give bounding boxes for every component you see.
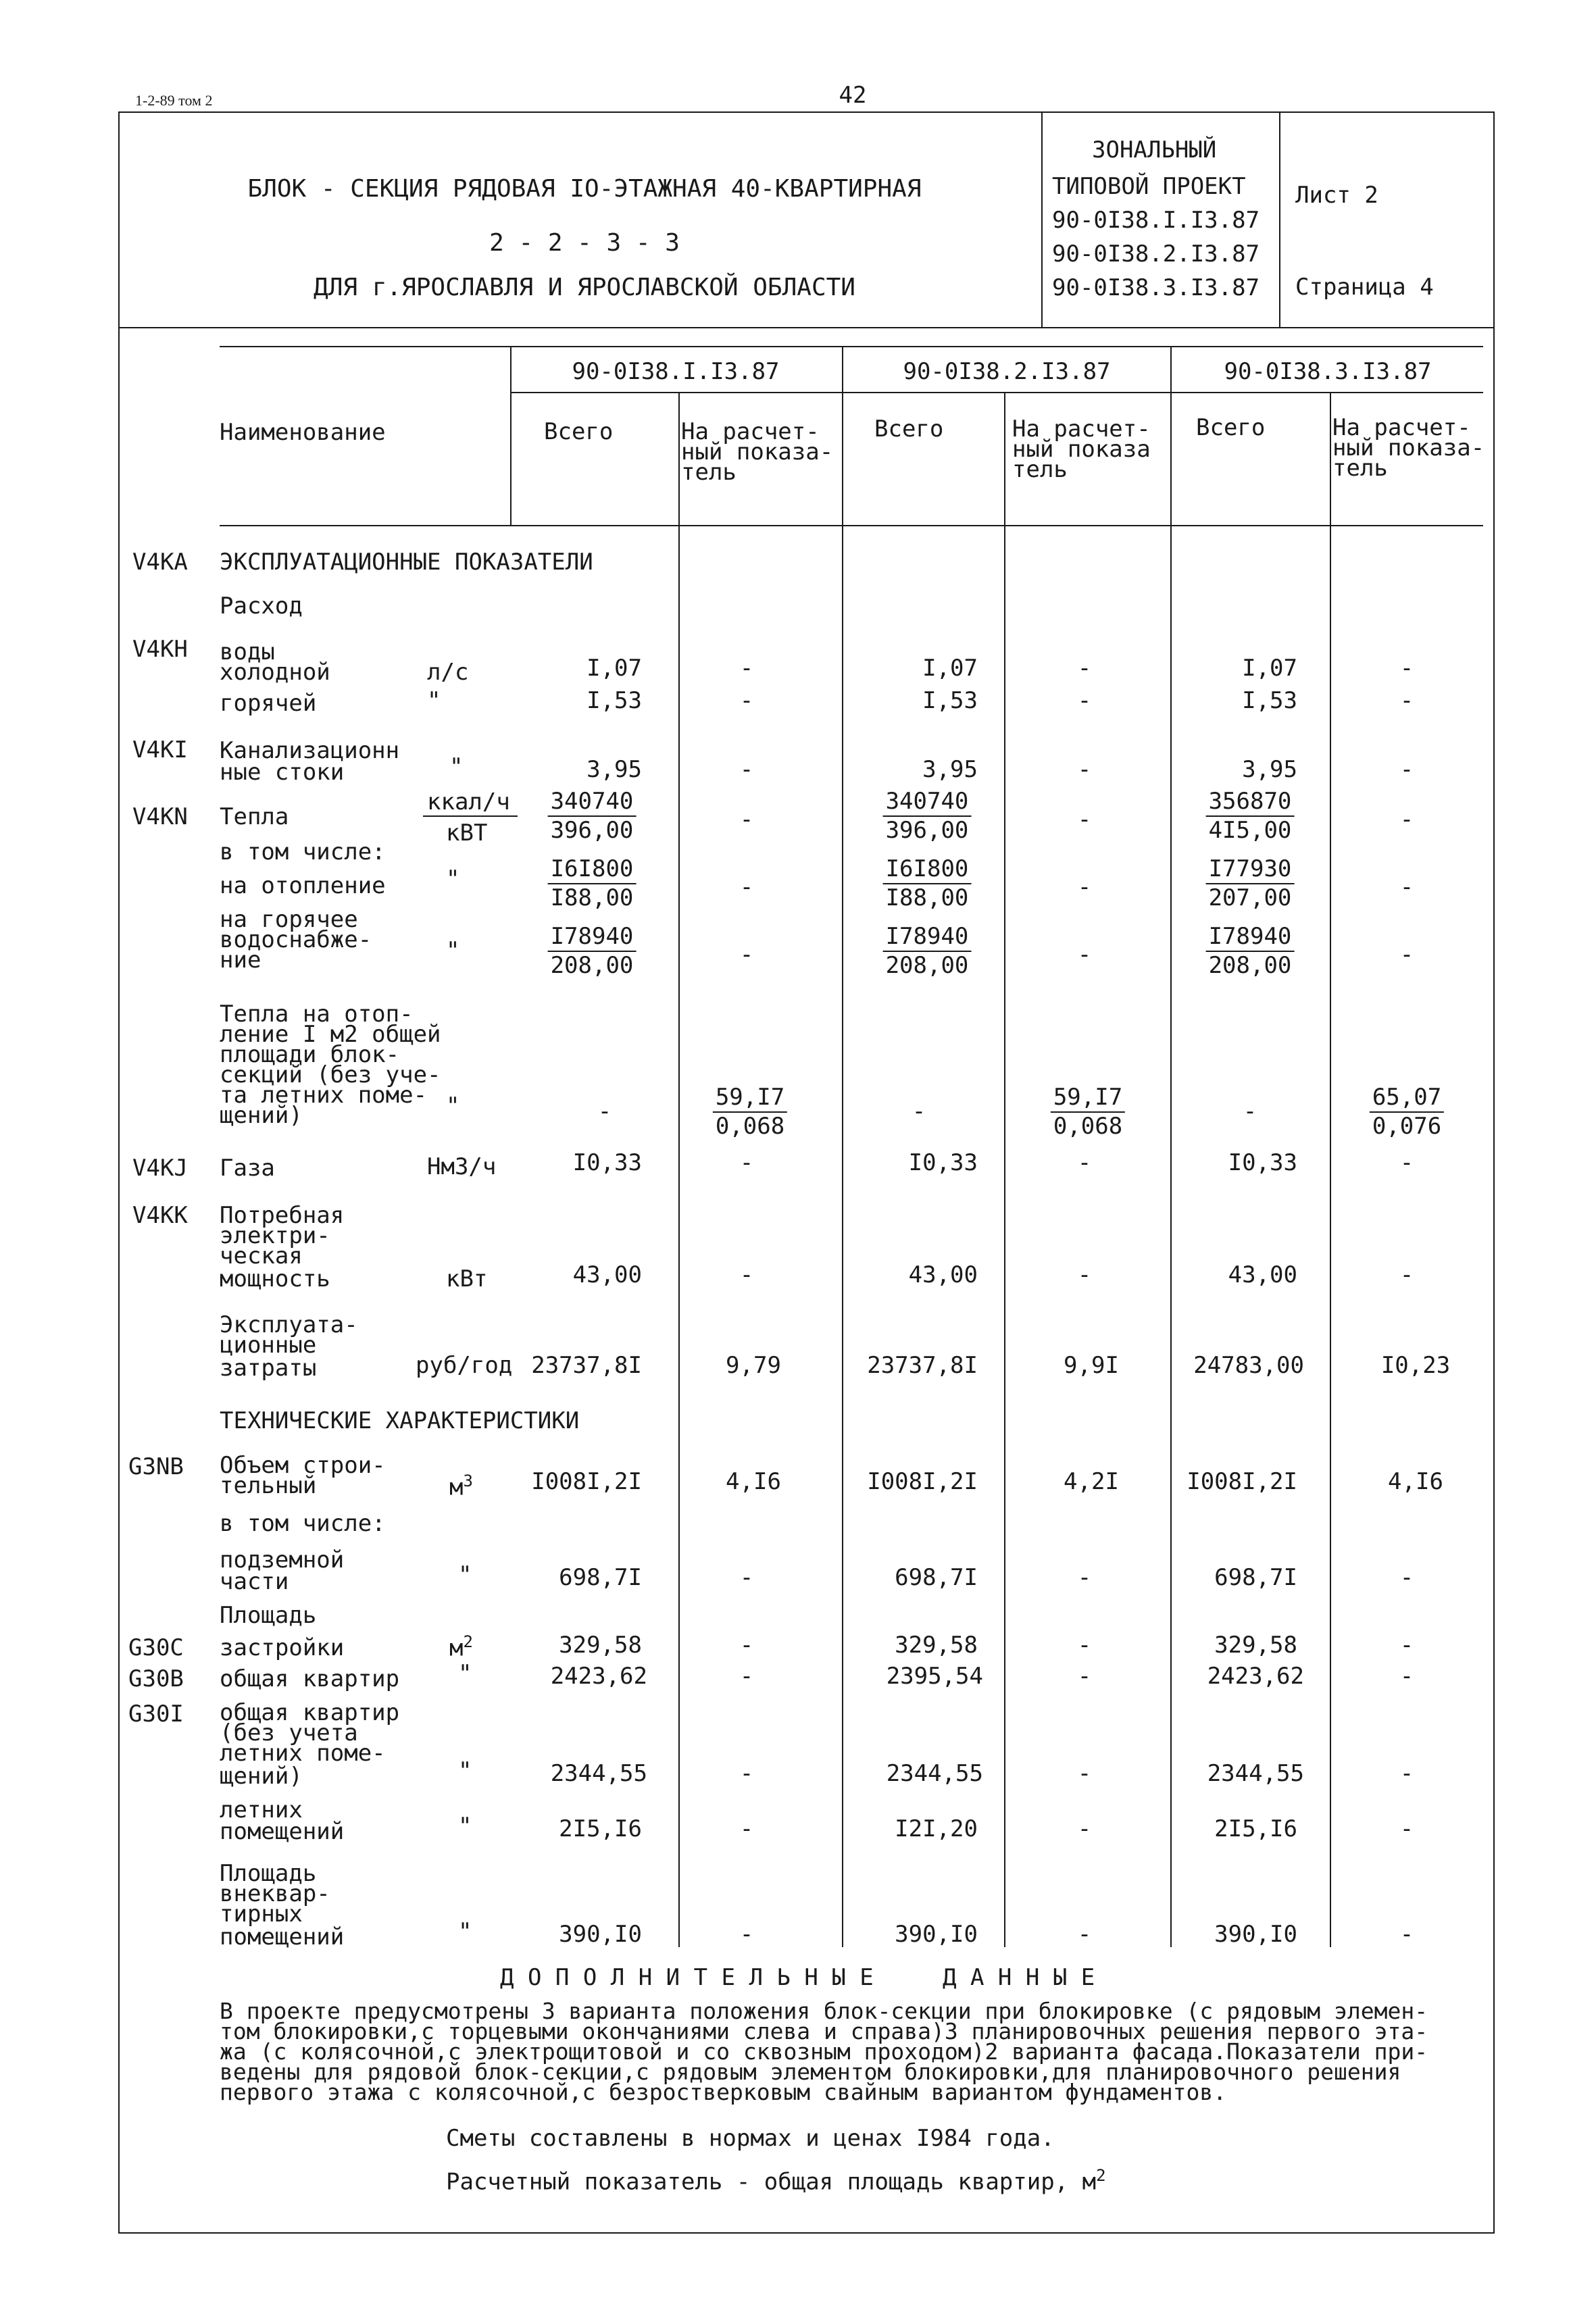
additional-title: Д О П О Л Н И Т Е Л Ь Н Ы Е Д А Н Н Ы Е [500, 1964, 1095, 1991]
extra-area-all-2: 390,I0 [895, 1921, 978, 1948]
no-summer-calc-2: - [1077, 1760, 1092, 1787]
total-area-all-1: 2423,62 [550, 1663, 647, 1690]
underground-label-2: части [220, 1568, 289, 1595]
volume-unit [449, 1473, 473, 1499]
cost-label-3: затраты [220, 1355, 317, 1382]
heat-unit-kcal: ккал/ч [427, 788, 510, 815]
code-v4kj: V4KJ [132, 1155, 188, 1182]
total-area-calc-1: - [739, 1663, 754, 1690]
cost-all-3: 24783,00 [1193, 1352, 1304, 1379]
gas-all-3: I0,33 [1228, 1149, 1297, 1176]
water-label-2: холодной [220, 659, 330, 686]
code-v4kh: V4KH [132, 636, 188, 663]
heat-num-1: 340740 [548, 788, 637, 817]
gas-unit: Нм3/ч [427, 1153, 497, 1180]
summer-unit: " [458, 1813, 472, 1840]
cost-all-2: 23737,8I [867, 1352, 978, 1379]
cold-all-3: I,07 [1242, 655, 1297, 682]
underground-unit: " [458, 1561, 472, 1588]
no-summer-all-2: 2344,55 [886, 1760, 983, 1787]
no-summer-all-3: 2344,55 [1207, 1760, 1304, 1787]
hotwater-label-2: водоснабже- [220, 926, 372, 953]
code-v4ka: V4KA [132, 549, 188, 576]
col-calc-3-l2: ный показа- [1332, 434, 1485, 461]
sewage-label-1: Канализационн [220, 737, 400, 764]
title-block-bottom [118, 327, 1495, 328]
hotwater-unit: " [446, 937, 460, 964]
extra-area-calc-2: - [1077, 1921, 1092, 1948]
frame-bottom [118, 2232, 1495, 2234]
doc-reference: 1-2-89 том 2 [135, 92, 213, 109]
built-area-all-2: 329,58 [895, 1632, 978, 1659]
cost-all-1: 23737,8I [531, 1352, 642, 1379]
power-label-4: мощность [220, 1265, 330, 1292]
hotwater-den-1: 208,00 [550, 952, 634, 980]
hotwater-calc-3: - [1399, 941, 1414, 968]
col-group-3: 90-0I38.3.I3.87 [1224, 358, 1432, 385]
cold-calc-2: - [1077, 655, 1092, 682]
col-calc-1-l3: тель [681, 459, 737, 486]
hotwater-frac-1 [548, 923, 637, 980]
hotwater-frac-2 [883, 923, 972, 980]
heat-frac-2 [883, 788, 972, 845]
sewage-all-2: 3,95 [922, 756, 978, 783]
heat-m2-frac-2 [1051, 1084, 1125, 1141]
volume-including-label: в том числе: [220, 1510, 386, 1537]
sheet-page: Страница 4 [1295, 274, 1434, 301]
summer-calc-1: - [739, 1815, 754, 1842]
hot-label: горячей [220, 690, 317, 717]
total-area-calc-3: - [1399, 1663, 1414, 1690]
volume-label-2: тельный [220, 1472, 317, 1499]
heat-m2-label-6: щений) [220, 1102, 303, 1129]
hotwater-label-1: на горячее [220, 906, 358, 933]
volume-calc-1: 4,I6 [726, 1468, 781, 1495]
heat-num-2: 340740 [883, 788, 972, 817]
hot-all-3: I,53 [1242, 687, 1297, 714]
heat-m2-label-3: площади блок- [220, 1041, 400, 1068]
heating-num-3: I77930 [1206, 855, 1295, 884]
section-technical-title: ТЕХНИЧЕСКИЕ ХАРАКТЕРИСТИКИ [220, 1407, 580, 1434]
hotwater-den-3: 208,00 [1208, 952, 1292, 980]
heat-m2-frac-1 [713, 1084, 787, 1141]
built-area-calc-1: - [739, 1632, 754, 1659]
volume-all-1: I008I,2I [531, 1468, 642, 1495]
power-calc-2: - [1077, 1261, 1092, 1288]
heat-m2-num-2: 59,I7 [1051, 1084, 1125, 1113]
summer-all-2: I2I,20 [895, 1815, 978, 1842]
additional-line-1: В проекте предусмотрены 3 варианта положения блок-секции при блокировке (с рядовым элемен- [220, 1998, 1428, 2024]
frame-right [1493, 111, 1495, 2234]
underground-calc-1: - [739, 1564, 754, 1591]
expense-label: Расход [220, 593, 303, 620]
power-all-1: 43,00 [572, 1261, 642, 1288]
frame-left [118, 111, 120, 2234]
power-unit: кВт [446, 1265, 488, 1292]
col-group-2: 90-0I38.2.I3.87 [903, 358, 1111, 385]
code-g30i: G30I [128, 1701, 184, 1728]
built-area-label: застройки [220, 1634, 345, 1661]
power-calc-1: - [739, 1261, 754, 1288]
calc-indicator-text: Расчетный показатель - общая площадь квартир, м [446, 2168, 1097, 2196]
col-calc-1-l2: ный показа- [681, 438, 834, 466]
underground-calc-2: - [1077, 1564, 1092, 1591]
extra-area-all-3: 390,I0 [1214, 1921, 1297, 1948]
calc-indicator-note [446, 2166, 1106, 2196]
code-v4ki: V4KI [132, 736, 188, 763]
heat-calc-2: - [1077, 806, 1092, 833]
code-v4kn: V4KN [132, 803, 188, 830]
col-calc-2-l2: ный показа [1012, 436, 1151, 463]
project-line-2: ТИПОВОЙ ПРОЕКТ [1052, 173, 1246, 200]
heat-den-2: 396,00 [885, 817, 969, 845]
sewage-calc-1: - [739, 756, 754, 783]
no-summer-unit: " [458, 1757, 472, 1784]
sewage-unit: " [449, 753, 464, 780]
project-code-2: 90-0I38.2.I3.87 [1052, 241, 1260, 268]
title-line-2: 2 - 2 - 3 - 3 [489, 229, 680, 257]
cost-calc-2: 9,9I [1064, 1352, 1119, 1379]
cold-all-1: I,07 [587, 655, 642, 682]
hot-calc-2: - [1077, 687, 1092, 714]
col-divider-1 [510, 346, 512, 525]
heat-m2-den-3: 0,076 [1372, 1113, 1442, 1140]
project-code-3: 90-0I38.3.I3.87 [1052, 274, 1260, 301]
table-group-line [510, 392, 1483, 393]
col-divider-5 [1170, 346, 1172, 1947]
heat-m2-den-1: 0,068 [715, 1113, 785, 1140]
water-unit: л/с [427, 659, 469, 686]
built-area-unit-exp: 2 [463, 1632, 473, 1651]
heat-den-3: 4I5,00 [1208, 817, 1292, 845]
underground-all-1: 698,7I [559, 1564, 642, 1591]
calc-indicator-exp: 2 [1096, 2166, 1106, 2185]
hot-calc-3: - [1399, 687, 1414, 714]
heat-frac-3 [1206, 788, 1295, 845]
heat-m2-all-2: - [912, 1098, 926, 1125]
col-all-1: Всего [544, 418, 614, 445]
power-all-3: 43,00 [1228, 1261, 1297, 1288]
volume-all-2: I008I,2I [867, 1468, 978, 1495]
extra-area-unit: " [458, 1918, 472, 1945]
no-summer-calc-1: - [739, 1760, 754, 1787]
no-summer-label-4: щений) [220, 1763, 303, 1790]
hot-calc-1: - [739, 687, 754, 714]
extra-area-calc-3: - [1399, 1921, 1414, 1948]
extra-area-label-3: тирных [220, 1901, 303, 1928]
hotwater-label-3: ние [220, 947, 261, 974]
additional-line-2: том блокировки,с торцевыми окончаниями слева и справа)3 планировочных решения первого эта- [220, 2018, 1428, 2044]
additional-line-4: ведены для рядовой блок-секции,с рядовым элементом блокировки,для планировочного решения [220, 2059, 1401, 2085]
hotwater-den-2: 208,00 [885, 952, 969, 980]
volume-all-3: I008I,2I [1187, 1468, 1297, 1495]
section-operational-title: ЭКСПЛУАТАЦИОННЫЕ ПОКАЗАТЕЛИ [220, 549, 593, 576]
additional-line-3: жа (с колясочной,с электрощитовой и со сквозным проходом)2 варианта фасада.Показатели при- [220, 2038, 1428, 2065]
heating-label: на отопление [220, 872, 386, 899]
heat-m2-label-5: та летних поме- [220, 1082, 428, 1109]
hotwater-calc-1: - [739, 941, 754, 968]
cost-calc-1: 9,79 [726, 1352, 781, 1379]
built-area-all-1: 329,58 [559, 1632, 642, 1659]
heating-den-1: I88,00 [550, 884, 634, 912]
heat-num-3: 356870 [1206, 788, 1295, 817]
heating-frac-2 [883, 855, 972, 913]
area-label: Площадь [220, 1602, 317, 1629]
heat-m2-num-3: 65,07 [1370, 1084, 1444, 1113]
total-area-calc-2: - [1077, 1663, 1092, 1690]
additional-line-5: первого этажа с колясочной,с безростверковым свайным вариантом фундаментов. [220, 2079, 1227, 2105]
heat-m2-unit: " [446, 1092, 460, 1120]
code-g30b: G30B [128, 1665, 184, 1692]
heat-m2-label-2: ление I м2 общей [220, 1021, 441, 1048]
including-label: в том числе: [220, 838, 386, 865]
project-code-1: 90-0I38.I.I3.87 [1052, 207, 1260, 234]
cold-calc-1: - [739, 655, 754, 682]
code-g3nb: G3NB [128, 1453, 184, 1480]
no-summer-calc-3: - [1399, 1760, 1414, 1787]
page-number: 42 [839, 82, 867, 109]
table-header-bottom [220, 525, 1483, 526]
summer-all-3: 2I5,I6 [1214, 1815, 1297, 1842]
no-summer-label-3: летних поме- [220, 1740, 386, 1767]
code-v4kk: V4KK [132, 1202, 188, 1229]
heat-calc-3: - [1399, 806, 1414, 833]
heat-m2-label-1: Тепла на отоп- [220, 1001, 414, 1028]
summer-calc-3: - [1399, 1815, 1414, 1842]
code-g30c: G30C [128, 1634, 184, 1661]
sheet-label: Лист 2 [1295, 182, 1378, 209]
volume-calc-2: 4,2I [1064, 1468, 1119, 1495]
extra-area-calc-1: - [739, 1921, 754, 1948]
heating-den-2: I88,00 [885, 884, 969, 912]
sewage-all-1: 3,95 [587, 756, 642, 783]
hot-all-2: I,53 [922, 687, 978, 714]
total-area-all-2: 2395,54 [886, 1663, 983, 1690]
cost-label-2: ционные [220, 1332, 317, 1359]
hotwater-num-1: I78940 [548, 923, 637, 952]
heat-m2-num-1: 59,I7 [713, 1084, 787, 1113]
extra-area-label-2: внеквар- [220, 1880, 330, 1907]
power-all-2: 43,00 [908, 1261, 978, 1288]
heating-den-3: 207,00 [1208, 884, 1292, 912]
project-line-1: ЗОНАЛЬНЫЙ [1092, 136, 1217, 164]
heating-calc-2: - [1077, 874, 1092, 901]
gas-calc-2: - [1077, 1149, 1092, 1176]
extra-area-label-4: помещений [220, 1923, 345, 1951]
gas-all-1: I0,33 [572, 1149, 642, 1176]
heat-den-1: 396,00 [550, 817, 634, 845]
title-block-divider-1 [1041, 111, 1043, 328]
underground-all-2: 698,7I [895, 1564, 978, 1591]
hotwater-calc-2: - [1077, 941, 1092, 968]
title-block-divider-2 [1279, 111, 1280, 328]
built-area-calc-2: - [1077, 1632, 1092, 1659]
heating-num-2: I6I800 [883, 855, 972, 884]
heating-unit: " [446, 865, 460, 892]
power-label-3: ческая [220, 1242, 303, 1269]
volume-label-1: Объем строи- [220, 1452, 386, 1479]
no-summer-label-1: общая квартир [220, 1699, 400, 1726]
col-header-name: Наименование [220, 419, 386, 446]
table-header-top [220, 346, 1483, 347]
gas-calc-1: - [739, 1149, 754, 1176]
heat-m2-label-4: секций (без уче- [220, 1061, 441, 1088]
col-calc-2-l3: тель [1012, 456, 1068, 483]
col-calc-2-l1: На расчет- [1012, 416, 1151, 443]
total-area-unit: " [458, 1660, 472, 1687]
power-label-2: электри- [220, 1222, 330, 1249]
gas-all-2: I0,33 [908, 1149, 978, 1176]
heat-m2-den-2: 0,068 [1053, 1113, 1123, 1140]
sewage-label-2: ные стоки [220, 759, 345, 786]
cost-calc-3: I0,23 [1380, 1352, 1451, 1379]
col-all-3: Всего [1196, 414, 1266, 441]
col-divider-3 [842, 346, 843, 1947]
hot-unit: " [427, 687, 441, 714]
underground-label-1: подземной [220, 1546, 345, 1574]
cost-unit: руб/год [416, 1352, 513, 1379]
heat-m2-all-1: - [597, 1098, 612, 1125]
col-calc-3-l1: На расчет- [1332, 414, 1471, 441]
heat-calc-1: - [739, 806, 754, 833]
title-line-3: ДЛЯ г.ЯРОСЛАВЛЯ И ЯРОСЛАВСКОЙ ОБЛАСТИ [314, 274, 855, 301]
cold-all-2: I,07 [922, 655, 978, 682]
hotwater-num-3: I78940 [1206, 923, 1295, 952]
no-summer-all-1: 2344,55 [550, 1760, 647, 1787]
sewage-all-3: 3,95 [1242, 756, 1297, 783]
sewage-calc-2: - [1077, 756, 1092, 783]
summer-label-2: помещений [220, 1818, 345, 1845]
extra-area-all-1: 390,I0 [559, 1921, 642, 1948]
summer-label-1: летних [220, 1796, 303, 1823]
gas-label: Газа [220, 1155, 275, 1182]
col-divider-6 [1330, 393, 1331, 1947]
volume-unit-exp: 3 [463, 1472, 473, 1490]
col-all-2: Всего [874, 416, 944, 443]
frame-top [118, 111, 1495, 113]
title-line-1: БЛОК - СЕКЦИЯ РЯДОВАЯ IO-ЭТАЖНАЯ 40-КВАРТИРНАЯ [247, 175, 922, 203]
heating-calc-1: - [739, 874, 754, 901]
heating-num-1: I6I800 [548, 855, 637, 884]
no-summer-label-2: (без учета [220, 1719, 358, 1746]
col-divider-4 [1004, 393, 1005, 1947]
power-label-1: Потребная [220, 1202, 345, 1229]
heat-frac-1 [548, 788, 637, 845]
gas-calc-3: - [1399, 1149, 1414, 1176]
heat-label: Тепла [220, 803, 289, 830]
underground-calc-3: - [1399, 1564, 1414, 1591]
hotwater-num-2: I78940 [883, 923, 972, 952]
cold-calc-3: - [1399, 655, 1414, 682]
total-area-all-3: 2423,62 [1207, 1663, 1304, 1690]
total-area-label: общая квартир [220, 1665, 400, 1692]
underground-all-3: 698,7I [1214, 1564, 1297, 1591]
heating-frac-3 [1206, 855, 1295, 913]
built-area-calc-3: - [1399, 1632, 1414, 1659]
heat-m2-frac-3 [1370, 1084, 1444, 1141]
built-area-all-3: 329,58 [1214, 1632, 1297, 1659]
cost-label-1: Эксплуата- [220, 1311, 358, 1338]
heating-calc-3: - [1399, 874, 1414, 901]
heat-unit-kw: кВТ [446, 820, 488, 847]
heat-m2-all-3: - [1243, 1098, 1257, 1125]
sewage-calc-3: - [1399, 756, 1414, 783]
heating-frac-1 [548, 855, 637, 913]
estimate-note: Сметы составлены в нормах и ценах I984 года. [446, 2125, 1055, 2152]
built-area-unit-base: м [449, 1634, 464, 1662]
volume-unit-base: м [449, 1474, 464, 1501]
col-calc-3-l3: тель [1332, 455, 1388, 482]
heat-unit-line [423, 815, 518, 817]
extra-area-label-1: Площадь [220, 1860, 317, 1887]
hotwater-frac-3 [1206, 923, 1295, 980]
hot-all-1: I,53 [587, 687, 642, 714]
col-divider-2 [678, 393, 680, 1947]
built-area-unit [449, 1632, 473, 1662]
water-label-1: воды [220, 638, 275, 665]
volume-calc-3: 4,I6 [1388, 1468, 1443, 1495]
col-group-1: 90-0I38.I.I3.87 [572, 358, 780, 385]
summer-all-1: 2I5,I6 [559, 1815, 642, 1842]
col-calc-1-l1: На расчет- [681, 418, 820, 445]
power-calc-3: - [1399, 1261, 1414, 1288]
summer-calc-2: - [1077, 1815, 1092, 1842]
